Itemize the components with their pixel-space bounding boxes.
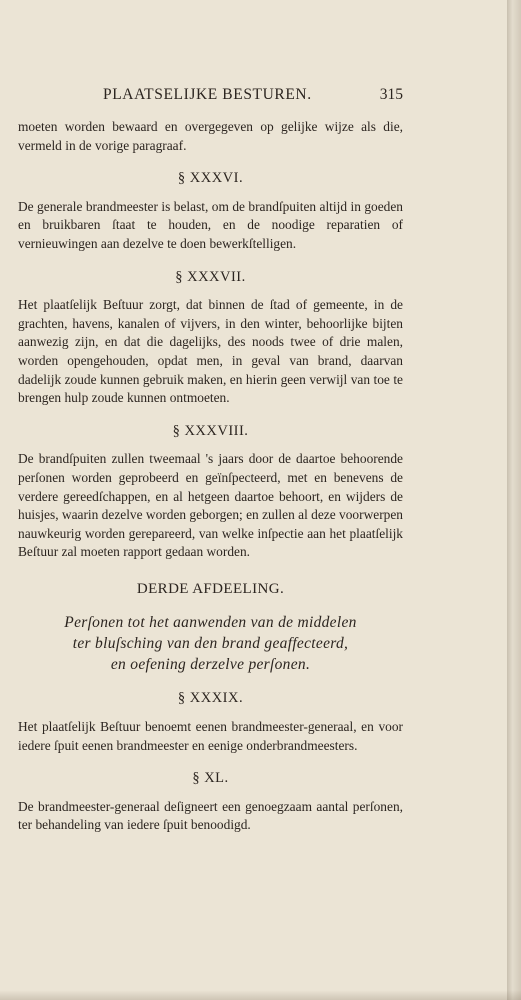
page-edge — [507, 0, 521, 1000]
subtitle-line-1: Perſonen tot het aanwenden van de middelen — [64, 614, 357, 632]
paragraph-xxxviii: De brandſpuiten zullen tweemaal 's jaars door de daartoe behoorende perſonen worden geprobeerd en geïnſpecteerd, met en benevens de verdere gereedſchappen, en al hetgeen daartoe behoort, en wijders de huisjes, waarin dezelve worden geborgen; en zullen al deze voorwerpen nauwkeurig worden gerepareerd, van welke inſpectie aan het plaatſelijk Beſtuur zal moeten rapport gedaan worden. — [18, 451, 403, 560]
division-heading: DERDE AFDEELING. — [136, 580, 285, 597]
subtitle-line-3: en oefening derzelve perſonen. — [110, 656, 311, 674]
paragraph-xxxvii: Het plaatſelijk Beſtuur zorgt, dat binnen de ſtad of gemeente, in de grachten, havens, kanalen of vijvers, in den winter, behoorlijke bijten aanwezig zijn, en dat die dagelijks, des noods twee of drie malen, worden opengehouden, opdat men, in geval van brand, daarvan dadelijk zoude kunnen gebruik maken, en hierin geen verwijl van toe te brengen hulp zoude kunnen ontmoeten. — [18, 297, 403, 406]
section-heading-xl: § XL. — [192, 770, 229, 787]
page-header — [18, 86, 403, 106]
division-subtitle — [18, 612, 403, 675]
running-head: PLAATSELIJKE BESTUREN. — [103, 86, 312, 103]
paragraph-xl: De brandmeester-generaal deſigneert een genoegzaam aantal perſonen, ter behandeling van iedere ſpuit benoodigd. — [18, 798, 403, 833]
section-heading-xxxvi: § XXXVI. — [177, 170, 244, 187]
section-heading-xxxviii: § XXXVIII. — [172, 422, 249, 439]
paragraph-continuation: moeten worden bewaard en overgegeven op gelijke wijze als die, vermeld in de vorige paragraaf. — [18, 119, 403, 153]
paragraph-xxxvi: De generale brandmeester is belast, om de brandſpuiten altijd in goeden en bruikbaren ſtaat te houden, en de noodige reparatien of vernieuwingen aan dezelve te doen bewerkſtelligen. — [18, 198, 403, 251]
section-heading-xxxvii: § XXXVII. — [175, 268, 246, 285]
section-heading-xxxix: § XXXIX. — [177, 690, 244, 707]
subtitle-line-2: ter bluſsching van den brand geaffecteerd, — [72, 635, 349, 653]
paragraph-xxxix: Het plaatſelijk Beſtuur benoemt eenen brandmeester-generaal, en voor iedere ſpuit eenen brandmeester en eenige onderbrandmeesters. — [18, 719, 403, 753]
page-number: 315 — [379, 86, 403, 103]
page-bottom-shadow — [0, 990, 521, 1000]
page-body — [18, 118, 403, 835]
